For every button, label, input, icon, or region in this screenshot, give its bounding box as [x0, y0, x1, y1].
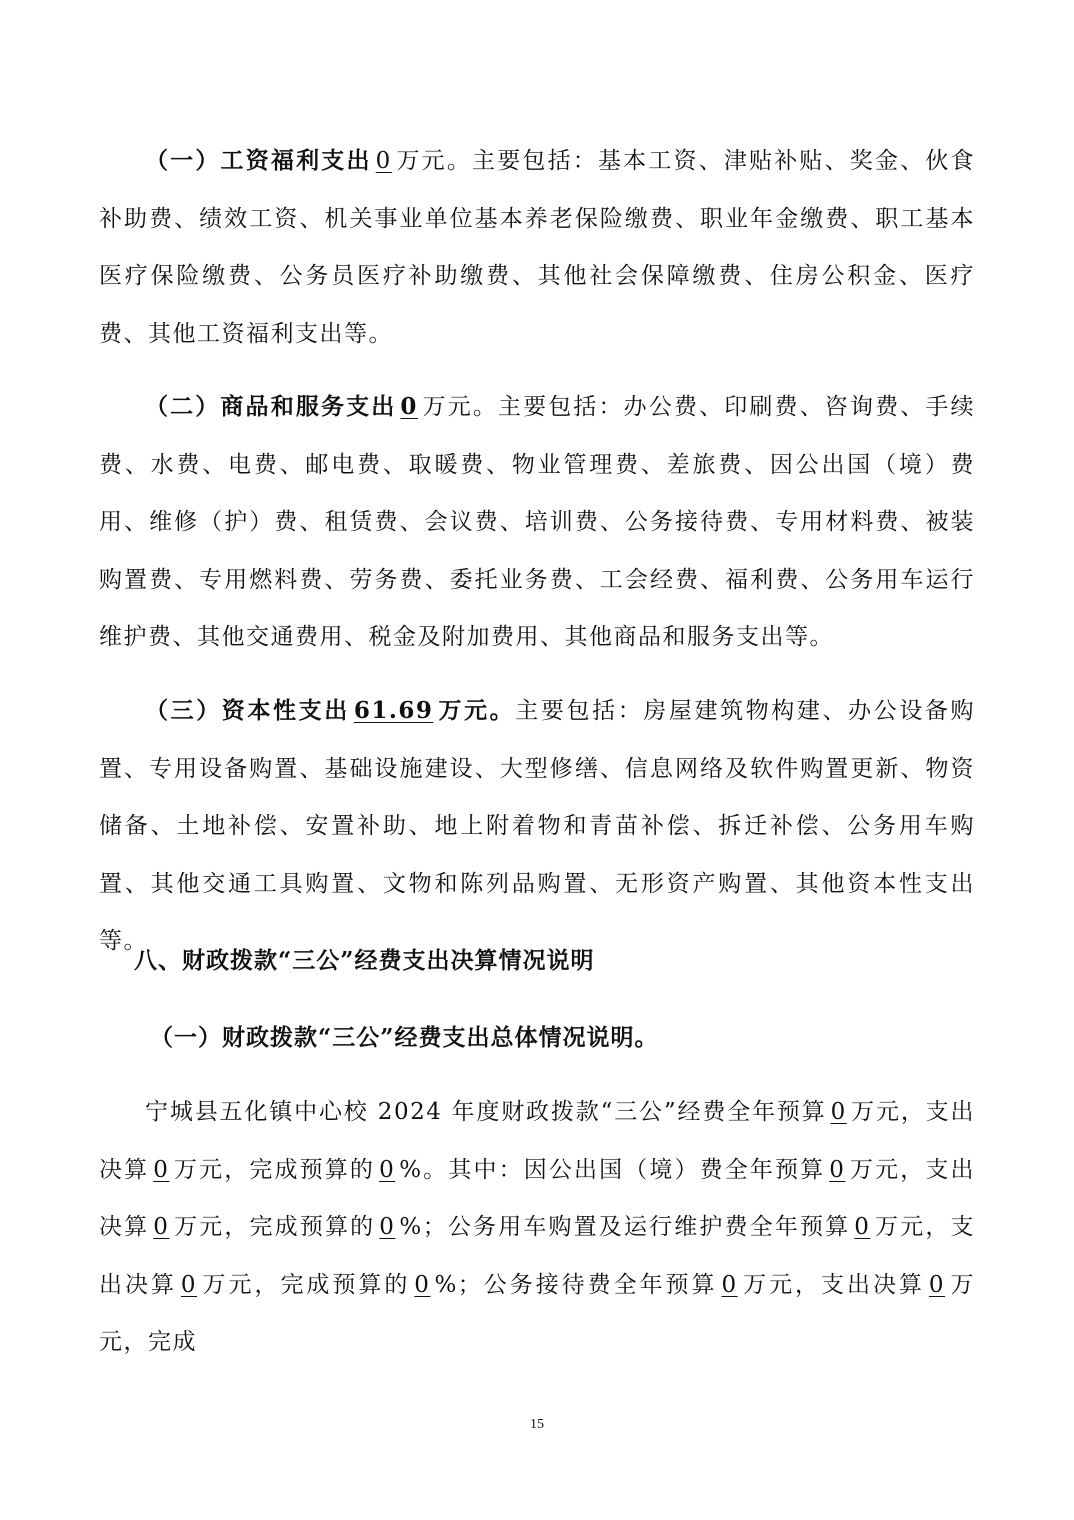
paragraph-three-public-summary [99, 1084, 975, 1372]
summary-text-6: 万元，完成预算的 [173, 1214, 376, 1240]
summary-text-10: %；公务接待费全年预算 [434, 1271, 718, 1298]
overseas-actual-value: 0 [153, 1214, 170, 1240]
summary-text-11: 万元，支出决算 [741, 1271, 925, 1298]
paragraph-capital-expenditure [99, 682, 975, 971]
vehicle-budget-value: 0 [854, 1214, 871, 1240]
vehicle-actual-value: 0 [180, 1271, 198, 1298]
total-budget-value: 0 [830, 1099, 847, 1125]
page-number: 15 [530, 1417, 544, 1432]
wage-unit: 万元。 [395, 148, 473, 174]
summary-text-2: 万元，支出决算 [99, 1099, 976, 1183]
paragraph-goods-services [99, 378, 975, 667]
summary-text-8: 万元，支出决算 [99, 1214, 976, 1298]
overseas-budget-value: 0 [829, 1156, 846, 1183]
goods-body: 主要包括：办公费、印刷费、咨询费、手续费、水费、电费、邮电费、取暖费、物业管理费、差旅费、因公出国（境）费用、维修（护）费、租赁费、会议费、培训费、公务接待费、专用材料费、被装购置费、专用燃料费、劳务费、委托业务费、工会经费、福利费、公务用车运行维护费、其他交通费用、税金及附加费用、其他商品和服务支出等。 [99, 394, 976, 650]
summary-text-3: 万元，完成预算的 [173, 1156, 376, 1183]
total-actual-value: 0 [153, 1156, 170, 1183]
wage-amount: 0 [375, 148, 392, 174]
summary-text-4: %。其中：因公出国（境）费全年预算 [399, 1156, 826, 1183]
reception-actual-value: 0 [928, 1271, 946, 1298]
vehicle-completion-rate: 0 [414, 1271, 431, 1298]
capital-section-title: （三）资本性支出 [145, 697, 350, 724]
summary-text-12: 万元，完成 [99, 1271, 976, 1355]
reception-budget-value: 0 [721, 1271, 738, 1298]
subsection-1-heading: （一）财政拨款“三公”经费支出总体情况说明。 [150, 1024, 659, 1051]
total-completion-rate: 0 [379, 1156, 396, 1183]
wage-section-title: （一）工资福利支出 [145, 147, 372, 174]
overseas-completion-rate: 0 [379, 1214, 396, 1240]
capital-body: 主要包括：房屋建筑物构建、办公设备购置、专用设备购置、基础设施建设、大型修缮、信息网络及软件购置更新、物资储备、土地补偿、安置补助、地上附着物和青苗补偿、拆迁补偿、公务用车购置、其他交通工具购置、文物和陈列品购置、无形资产购置、其他资本性支出等。 [99, 698, 976, 954]
section-8-heading: 八、财政拨款“三公”经费支出决算情况说明 [134, 947, 595, 974]
goods-unit: 万元。 [421, 394, 498, 420]
capital-unit: 万元。 [437, 697, 516, 724]
summary-text-5: 万元，支出决算 [99, 1156, 976, 1240]
paragraph-wage-expenditure [99, 132, 975, 363]
goods-section-title: （二）商品和服务支出 [145, 393, 397, 420]
summary-text-7: %；公务用车购置及运行维护费全年预算 [399, 1214, 851, 1240]
summary-text-1: 宁城县五化镇中心校 2024 年度财政拨款“三公”经费全年预算 [145, 1099, 827, 1125]
wage-body: 主要包括：基本工资、津贴补贴、奖金、伙食补助费、绩效工资、机关事业单位基本养老保险缴费、职业年金缴费、职工基本医疗保险缴费、公务员医疗补助缴费、其他社会保障缴费、住房公积金、医疗费、其他工资福利支出等。 [99, 148, 976, 347]
summary-text-9: 万元，完成预算的 [201, 1271, 411, 1298]
capital-amount: 61.69 [353, 697, 434, 724]
goods-amount: 0 [400, 393, 418, 420]
